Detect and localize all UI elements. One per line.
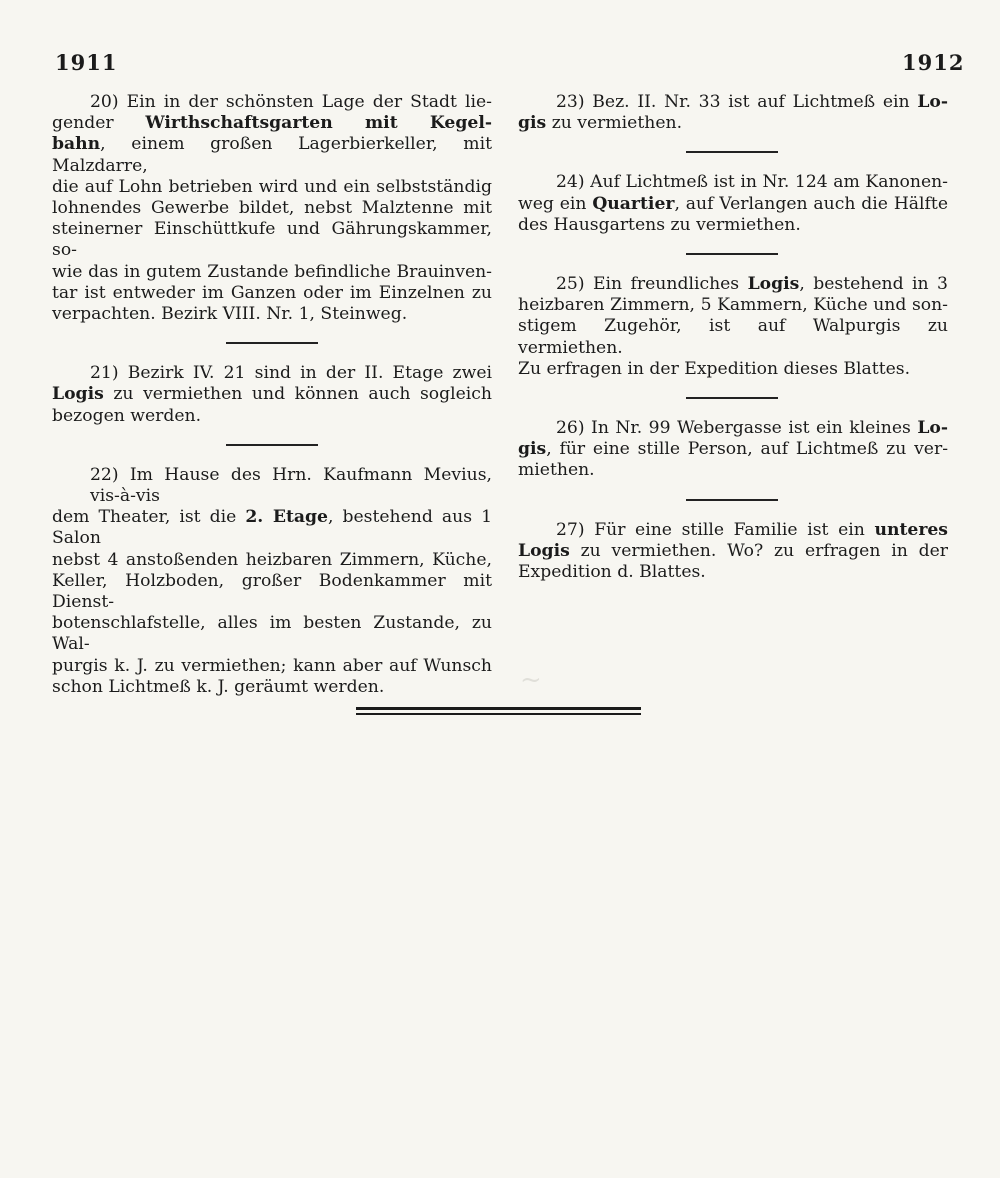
emphasized-text: Lo- — [917, 418, 948, 439]
text-run: miethen. — [518, 460, 595, 481]
ad-line — [52, 613, 492, 655]
right-column — [518, 92, 948, 583]
ad-line — [518, 194, 948, 215]
emphasized-text: gis — [518, 113, 547, 134]
emphasized-text: Logis — [52, 384, 104, 405]
emphasized-text: Logis — [747, 274, 800, 295]
ad-line — [52, 677, 492, 698]
ad-line — [52, 113, 492, 134]
ad-line — [52, 92, 492, 113]
ad-line — [52, 656, 492, 677]
emphasized-text: unteres — [874, 519, 948, 540]
text-run: steinerner Einschüttkufe und Gährungskammer, so- — [52, 219, 492, 261]
advertisement-22 — [52, 465, 492, 698]
text-run: verpachten. Bezirk VIII. Nr. 1, Steinweg. — [52, 304, 408, 325]
emphasized-text: Wirthschaftsgarten mit Kegel- — [145, 113, 492, 134]
text-run: 21) Bezirk IV. 21 sind in der II. Etage zwei — [90, 363, 492, 384]
advertisement-26 — [518, 418, 948, 482]
left-column — [52, 92, 492, 698]
text-run: des Hausgartens zu vermiethen. — [518, 214, 801, 235]
bleed-through-text: ~ — [520, 665, 542, 695]
text-run: heizbaren Zimmern, 5 Kammern, Küche und son- — [518, 295, 948, 316]
text-run: zu vermiethen. — [546, 113, 683, 134]
ad-line — [518, 520, 948, 541]
text-run: 23) Bez. II. Nr. 33 ist auf Lichtmeß ein — [556, 92, 918, 112]
ad-line — [518, 295, 948, 316]
separator-rule — [686, 397, 778, 399]
text-run: Zu erfragen in der Expedition dieses Blattes. — [518, 358, 911, 379]
ad-line — [52, 177, 492, 198]
separator-rule — [686, 151, 778, 153]
text-run: dem Theater, ist die — [52, 507, 246, 528]
text-run: , für eine stille Person, auf Lichtmeß zu ver- — [546, 439, 948, 460]
ad-line — [52, 134, 492, 176]
emphasized-text: bahn — [52, 134, 101, 155]
ad-line — [52, 283, 492, 304]
advertisement-21 — [52, 363, 492, 427]
ad-line — [518, 439, 948, 460]
ad-line — [52, 507, 492, 549]
advertisement-24 — [518, 172, 948, 236]
advertisement-25 — [518, 274, 948, 380]
text-run: lohnendes Gewerbe bildet, nebst Malztenne mit — [52, 198, 492, 219]
section-end-double-rule — [356, 707, 641, 715]
ad-line — [518, 359, 948, 380]
text-run: bezogen werden. — [52, 405, 202, 426]
ad-line — [518, 541, 948, 562]
separator-rule — [686, 499, 778, 501]
text-run: Expedition d. Blattes. — [518, 562, 706, 583]
advertisement-27 — [518, 520, 948, 584]
text-run: Keller, Holzboden, großer Bodenkammer mit Dienst- — [52, 570, 492, 613]
text-run: nebst 4 anstoßenden heizbaren Zimmern, Küche, — [52, 549, 492, 570]
text-run: , bestehend aus 1 Salon — [52, 507, 493, 549]
emphasized-text: Logis — [518, 540, 570, 561]
emphasized-text: 2. Etage — [245, 507, 328, 528]
text-run: die auf Lohn betrieben wird und ein selbstständig — [52, 176, 492, 197]
ad-line — [52, 219, 492, 261]
ad-line — [518, 460, 948, 481]
text-run: 25) Ein freundliches — [556, 274, 748, 295]
ad-line — [52, 304, 492, 325]
page-number-right: 1912 — [902, 50, 965, 75]
ad-line — [52, 465, 492, 507]
ad-line — [518, 172, 948, 193]
emphasized-text: Quartier — [592, 193, 675, 214]
ad-line — [518, 92, 948, 113]
text-run: zu vermiethen. Wo? zu erfragen in der — [569, 540, 948, 561]
text-run: botenschlafstelle, alles im besten Zustande, zu Wal- — [52, 613, 492, 655]
text-run: 22) Im Hause des Hrn. Kaufmann Mevius, vis-à-vis — [90, 464, 492, 507]
text-run: purgis k. J. zu vermiethen; kann aber auf Wunsch — [52, 655, 492, 676]
separator-rule — [226, 444, 318, 446]
ad-line — [518, 562, 948, 583]
ad-line — [518, 418, 948, 439]
text-run: 24) Auf Lichtmeß ist in Nr. 124 am Kanonen- — [556, 172, 948, 193]
text-run: , einem großen Lagerbierkeller, mit Malzdarre, — [52, 134, 492, 176]
page-number-left: 1911 — [55, 50, 118, 75]
ad-line — [518, 274, 948, 295]
ad-line — [518, 316, 948, 358]
ad-line — [518, 215, 948, 236]
ad-line — [52, 550, 492, 571]
ad-line — [52, 406, 492, 427]
advertisement-20 — [52, 92, 492, 325]
advertisement-23 — [518, 92, 948, 134]
separator-rule — [226, 342, 318, 344]
text-run: , bestehend in 3 — [799, 274, 948, 295]
text-run: schon Lichtmeß k. J. geräumt werden. — [52, 676, 385, 697]
ad-line — [52, 198, 492, 219]
ad-line — [52, 571, 492, 613]
text-run: , auf Verlangen auch die Hälfte — [674, 193, 948, 214]
text-run: 20) Ein in der schönsten Lage der Stadt lie- — [90, 92, 492, 112]
emphasized-text: Lo- — [917, 92, 948, 112]
text-run: weg ein — [518, 193, 593, 214]
text-run: 26) In Nr. 99 Webergasse ist ein kleines — [556, 418, 918, 439]
text-run: stigem Zugehör, ist auf Walpurgis zu vermiethen. — [518, 316, 948, 358]
text-run: zu vermiethen und können auch sogleich — [103, 384, 492, 405]
text-run: gender — [52, 113, 146, 134]
ad-line — [52, 384, 492, 405]
ad-line — [518, 113, 948, 134]
ad-line — [52, 363, 492, 384]
emphasized-text: gis — [518, 439, 547, 460]
ad-line — [52, 262, 492, 283]
text-run: tar ist entweder im Ganzen oder im Einzelnen zu — [52, 282, 492, 303]
separator-rule — [686, 253, 778, 255]
text-run: wie das in gutem Zustande befindliche Brauinven- — [52, 261, 492, 282]
text-run: 27) Für eine stille Familie ist ein — [556, 519, 875, 540]
